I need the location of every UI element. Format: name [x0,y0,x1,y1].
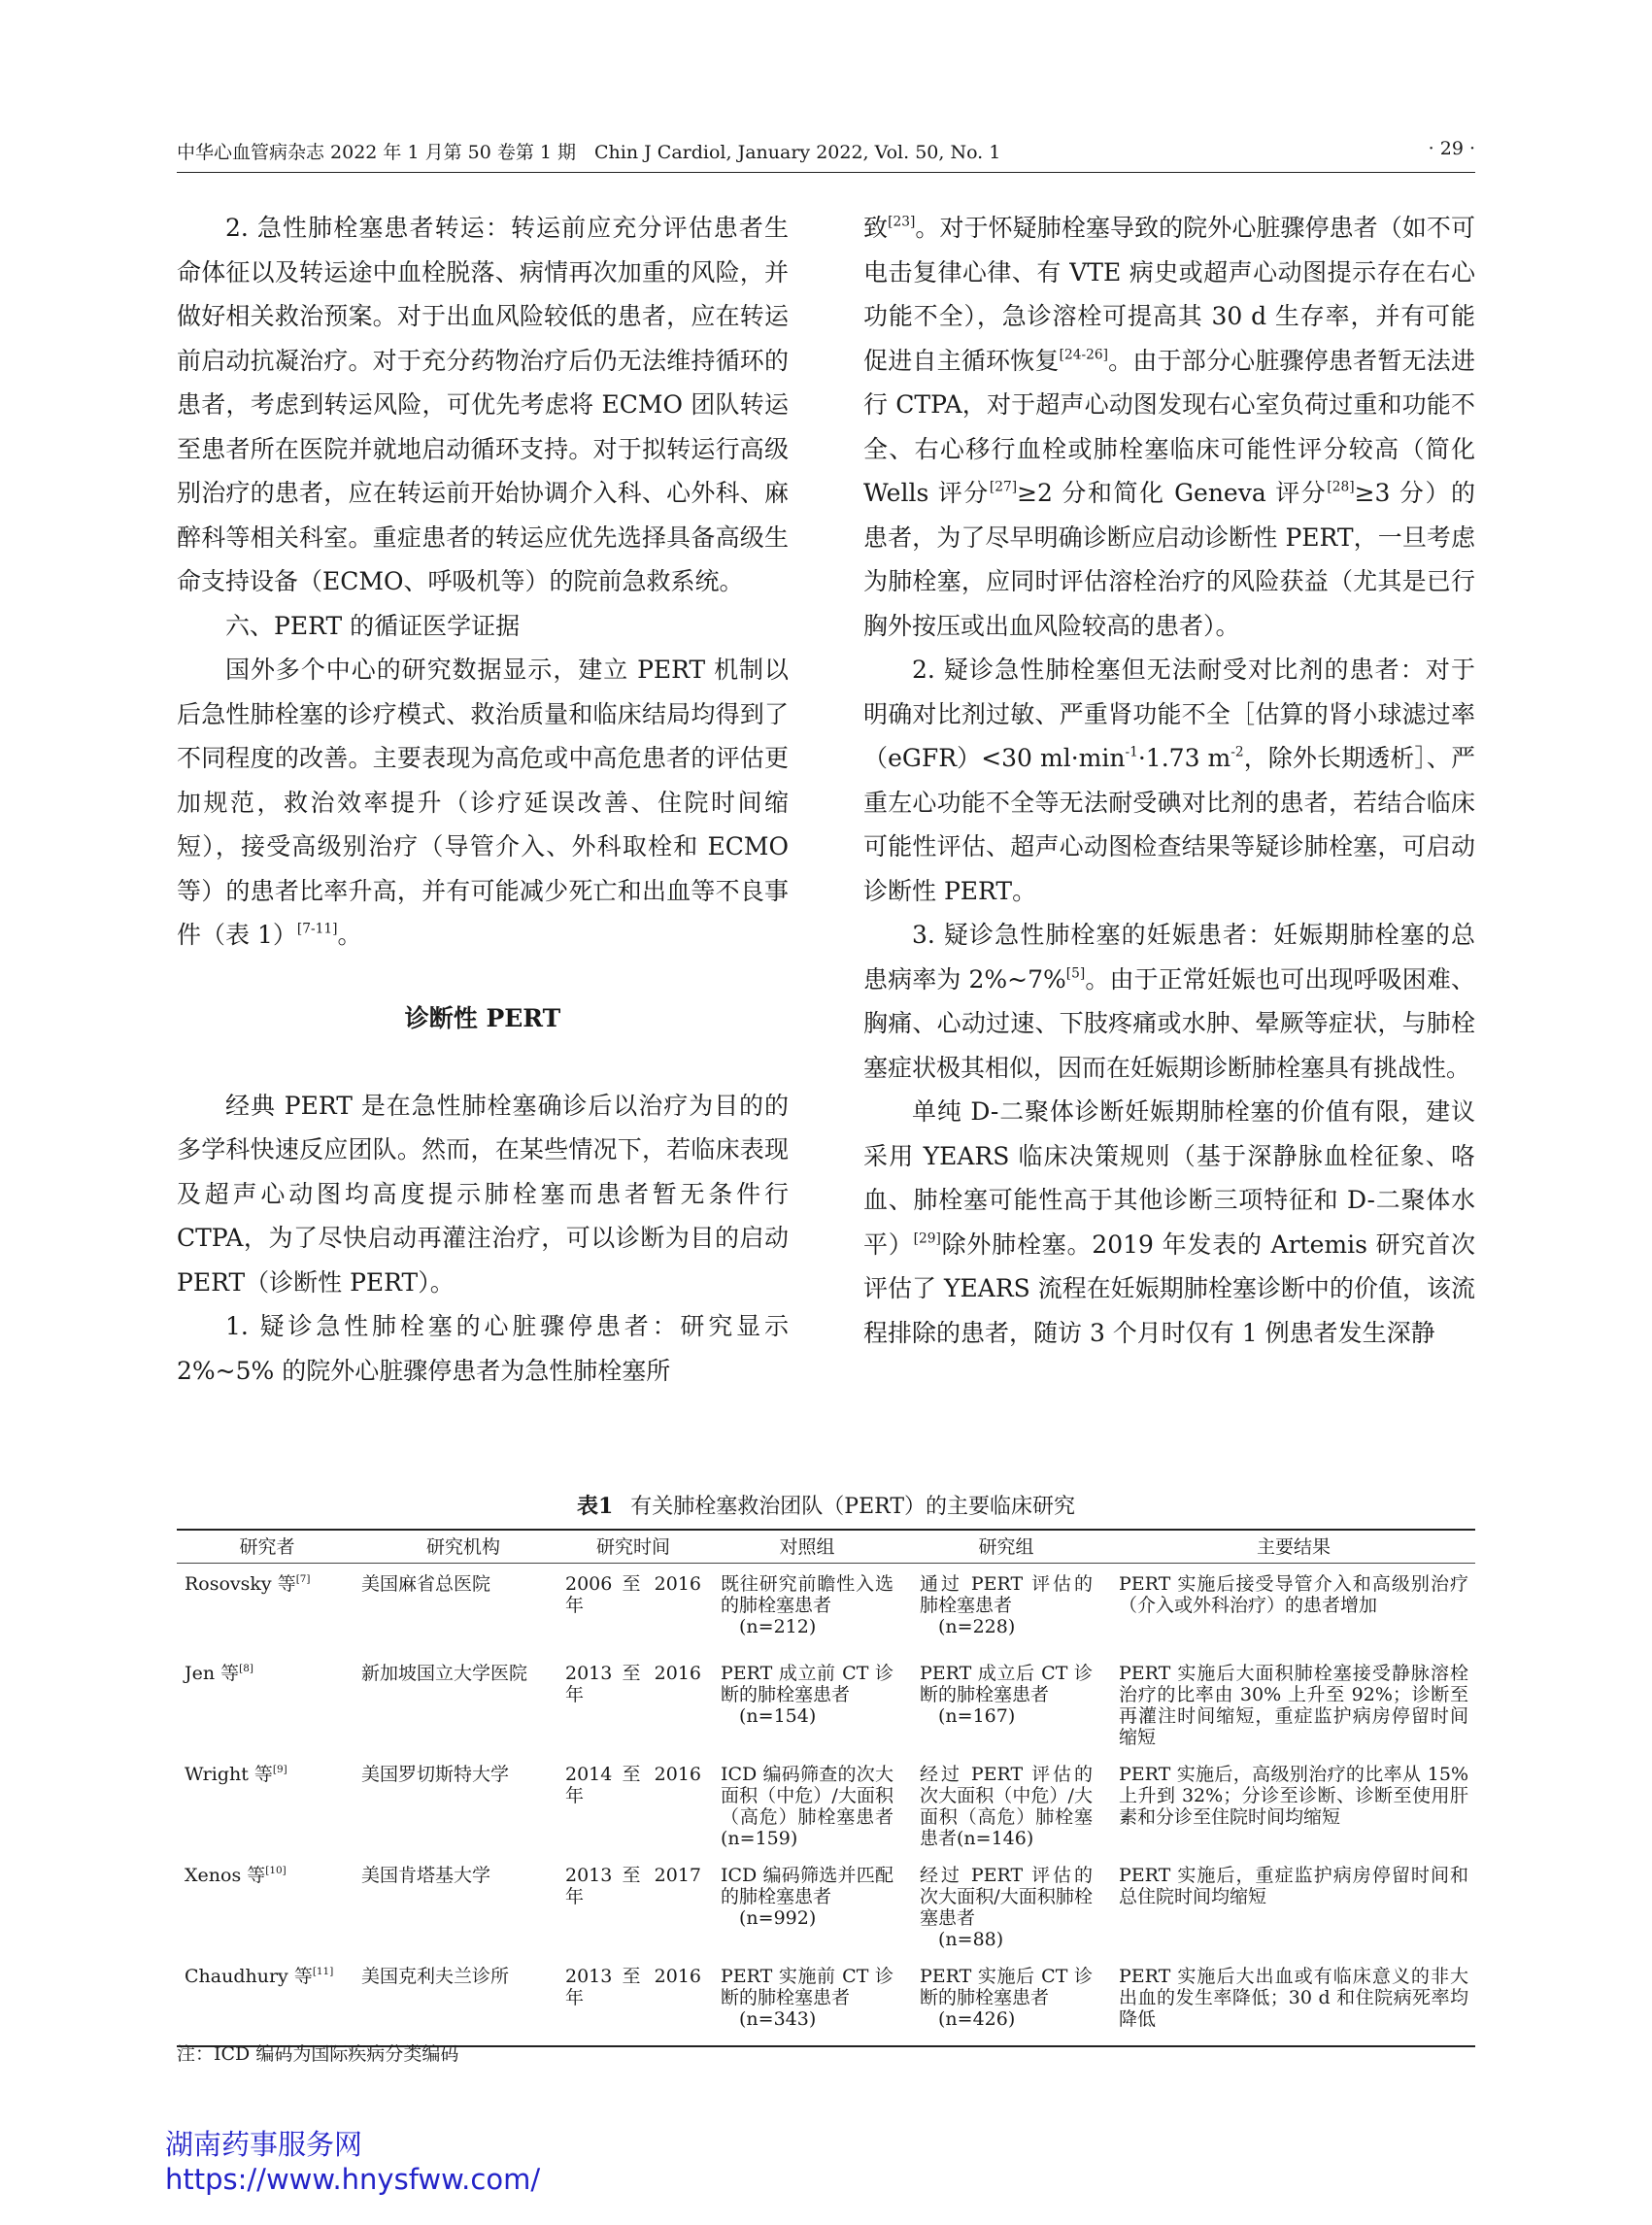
citation: [24-26] [1059,347,1108,363]
cell-result: PERT 实施后，重症监护病房停留时间和总住院时间均缩短 [1119,1865,1468,1907]
cell-institution: 美国麻省总医院 [361,1573,491,1595]
table-row [177,1653,1475,1754]
table-title: 有关肺栓塞救治团队（PERT）的主要临床研究 [630,1495,1076,1519]
cell-author: Wright 等[9] [185,1764,287,1785]
cell-control: ICD 编码筛查的次大面积（中危）/大面积（高危）肺栓塞患者(n=159) [721,1764,893,1849]
paragraph-evidence: 国外多个中心的研究数据显示，建立 PERT 机制以后急性肺栓塞的诊疗模式、救治质量和临床结局均得到了不同程度的改善。主要表现为高危或中高危患者的评估更加规范，救治效率提升（诊疗延误改善、住院时间缩短），接受高级别治疗（导管介入、外科取栓和 ECMO 等）的患者比率升高，并有可能减少死亡和出血等不良事件（表 1）[7-11]。 [177,656,789,949]
cell-institution: 美国罗切斯特大学 [361,1764,510,1785]
table-label: 表1 [576,1494,614,1519]
cell-institution: 新加坡国立大学医院 [361,1663,528,1684]
cell-period: 2013 至 2016 年 [565,1966,701,2008]
citation: [29] [913,1230,941,1247]
cell-control: PERT 实施前 CT 诊断的肺栓塞患者 (n=343) [721,1966,893,2030]
col-header-author: 研究者 [239,1536,295,1558]
cell-result: PERT 实施后大面积肺栓塞接受静脉溶栓治疗的比率由 30% 上升至 92%；诊断至再灌注时间缩短，重症监护病房停留时间缩短 [1119,1663,1468,1748]
section-heading-diagnostic-pert: 诊断性 PERT [404,1003,561,1032]
cell-control: ICD 编码筛选并匹配的肺栓塞患者 (n=992) [721,1865,893,1929]
paragraph-contrast-intolerance: 2. 疑诊急性肺栓塞但无法耐受对比剂的患者：对于明确对比剂过敏、严重肾功能不全［估算的肾小球滤过率（eGFR）<30 $ml\cdot\min^{-1}\cdot 1.73$ $m^{-2}$，除外长期透析］、严重左心功能不全等无法耐受碘对比剂的患者，若结合临床可能性评估、超声心动图检查结果等疑诊肺栓塞，可启动诊断性 PERT。 [863,656,1476,905]
table-row [177,1855,1475,1956]
table-row [177,1956,1475,2045]
cell-period: 2013 至 2016 年 [565,1663,701,1705]
cell-study: 经过 PERT 评估的次大面积/大面积肺栓塞患者 (n=88) [920,1865,1093,1950]
col-header-control: 对照组 [779,1536,835,1558]
table-row [177,1754,1475,1855]
paragraph-pregnancy: 3. 疑诊急性肺栓塞的妊娠患者：妊娠期肺栓塞的总患病率为 2%~7%[5]。由于正常妊娠也可出现呼吸困难、胸痛、心动过速、下肢疼痛或水肿、晕厥等症状，与肺栓塞症状极其相似，因而在妊娠期诊断肺栓塞具有挑战性。 [863,921,1475,1082]
cell-result: PERT 实施后大出血或有临床意义的非大出血的发生率降低；30 d 和住院病死率均降低 [1119,1966,1468,2030]
cell-author: Chaudhury 等[11] [185,1966,334,1987]
col-header-period: 研究时间 [595,1536,670,1558]
cell-author: Rosovsky 等[7] [185,1573,311,1595]
cell-period: 2013 至 2017 年 [565,1865,701,1907]
citation: [7-11] [296,921,338,937]
section-title-evidence: 六、PERT 的循证医学证据 [225,611,521,640]
citation: [27] [989,479,1018,495]
cell-institution: 美国克利夫兰诊所 [361,1966,510,1987]
paragraph-cardiac-arrest: 1. 疑诊急性肺栓塞的心脏骤停患者：研究显示 2%~5% 的院外心脏骤停患者为急性肺栓塞所 [177,1312,789,1385]
cell-result: PERT 实施后，高级别治疗的比率从 15% 上升到 32%；分诊至诊断、诊断至使用肝素和分诊至住院时间均缩短 [1119,1764,1468,1828]
cell-study: 通过 PERT 评估的肺栓塞患者 (n=228) [920,1573,1093,1637]
citation: [28] [1327,479,1355,495]
journal-citation: 中华心血管病杂志 2022 年 1 月第 50 卷第 1 期 Chin J Cardiol, January 2022, Vol. 50, No. 1 [177,142,1001,163]
right-column [863,206,1475,1355]
col-header-institution: 研究机构 [425,1536,500,1558]
cell-author: Jen 等[8] [185,1663,253,1684]
table-caption [177,1490,1475,1520]
paragraph-transport: 2. 急性肺栓塞患者转运：转运前应充分评估患者生命体征以及转运途中血栓脱落、病情再次加重的风险，并做好相关救治预案。对于出血风险较低的患者，应在转运前启动抗凝治疗。对于充分药物治疗后仍无法维持循环的患者，考虑到转运风险，可优先考虑将 ECMO 团队转运至患者所在医院并就地启动循环支持。对于拟转运行高级别治疗的患者，应在转运前开始协调介入科、心外科、麻醉科等相关科室。重症患者的转运应优先选择具备高级生命支持设备（ECMO、呼吸机等）的院前急救系统。 [177,214,789,595]
table-header-row [177,1531,1475,1564]
watermark-url[interactable]: https://www.hnysfww.com/ [165,2163,541,2196]
col-header-study: 研究组 [978,1536,1034,1558]
paragraph-d-dimer: 单纯 D-二聚体诊断妊娠期肺栓塞的价值有限，建议采用 YEARS 临床决策规则（基于深静脉血栓征象、咯血、肺栓塞可能性高于其他诊断三项特征和 D-二聚体水平）[29]除外肺栓塞。2019 年发表的 Artemis 研究首次评估了 YEARS 流程在妊娠期肺栓塞诊断中的价值，该流程排除的患者，随访 3 个月时仅有 1 例患者发生深静 [863,1097,1475,1347]
cell-control: 既往研究前瞻性入选的肺栓塞患者 (n=212) [721,1573,893,1637]
paragraph-cardiac-arrest-cont: 致[23]。对于怀疑肺栓塞导致的院外心脏骤停患者（如不可电击复律心律、有 VTE 病史或超声心动图提示存在右心功能不全），急诊溶栓可提高其 30 d 生存率，并有可能促进自主循环恢复[24-26]。由于部分心脏骤停患者暂无法进行 CTPA，对于超声心动图发现右心室负荷过重和功能不全、右心移行血栓或肺栓塞临床可能性评分较高（简化 Wells 评分[27]≥2 分和简化 Geneva 评分[28]≥3 分）的患者，为了尽早明确诊断应启动诊断性 PERT，一旦考虑为肺栓塞，应同时评估溶栓治疗的风险获益（尤其是已行胸外按压或出血风险较高的患者）。 [863,214,1475,640]
citation: [23] [888,214,916,230]
clinical-studies-table [177,1529,1475,2047]
cell-institution: 美国肯塔基大学 [361,1865,491,1886]
left-column [177,206,789,1393]
cell-period: 2006 至 2016 年 [565,1573,701,1616]
cell-result: PERT 实施后接受导管介入和高级别治疗（介入或外科治疗）的患者增加 [1119,1573,1468,1616]
cell-study: PERT 成立后 CT 诊断的肺栓塞患者 (n=167) [920,1663,1093,1727]
watermark [165,2127,540,2197]
watermark-site-name: 湖南药事服务网 [165,2128,363,2161]
table-row [177,1564,1475,1653]
cell-study: 经过 PERT 评估的次大面积（中危）/大面积（高危）肺栓塞患者(n=146) [920,1764,1093,1849]
cell-author: Xenos 等[10] [185,1865,287,1886]
col-header-result: 主要结果 [1256,1536,1331,1558]
cell-study: PERT 实施后 CT 诊断的肺栓塞患者 (n=426) [920,1966,1093,2030]
running-header [177,134,1475,173]
page-number: · 29 · [1428,138,1475,159]
cell-control: PERT 成立前 CT 诊断的肺栓塞患者 (n=154) [721,1663,893,1727]
table-note: 注：ICD 编码为国际疾病分类编码 [177,2043,459,2065]
citation: [5] [1065,965,1086,982]
cell-period: 2014 至 2016 年 [565,1764,701,1806]
paragraph-classic-pert: 经典 PERT 是在急性肺栓塞确诊后以治疗为目的的多学科快速反应团队。然而，在某些情况下，若临床表现及超声心动图均高度提示肺栓塞而患者暂无条件行 CTPA，为了尽快启动再灌注治疗，可以诊断为目的启动 PERT（诊断性 PERT）。 [177,1091,789,1297]
